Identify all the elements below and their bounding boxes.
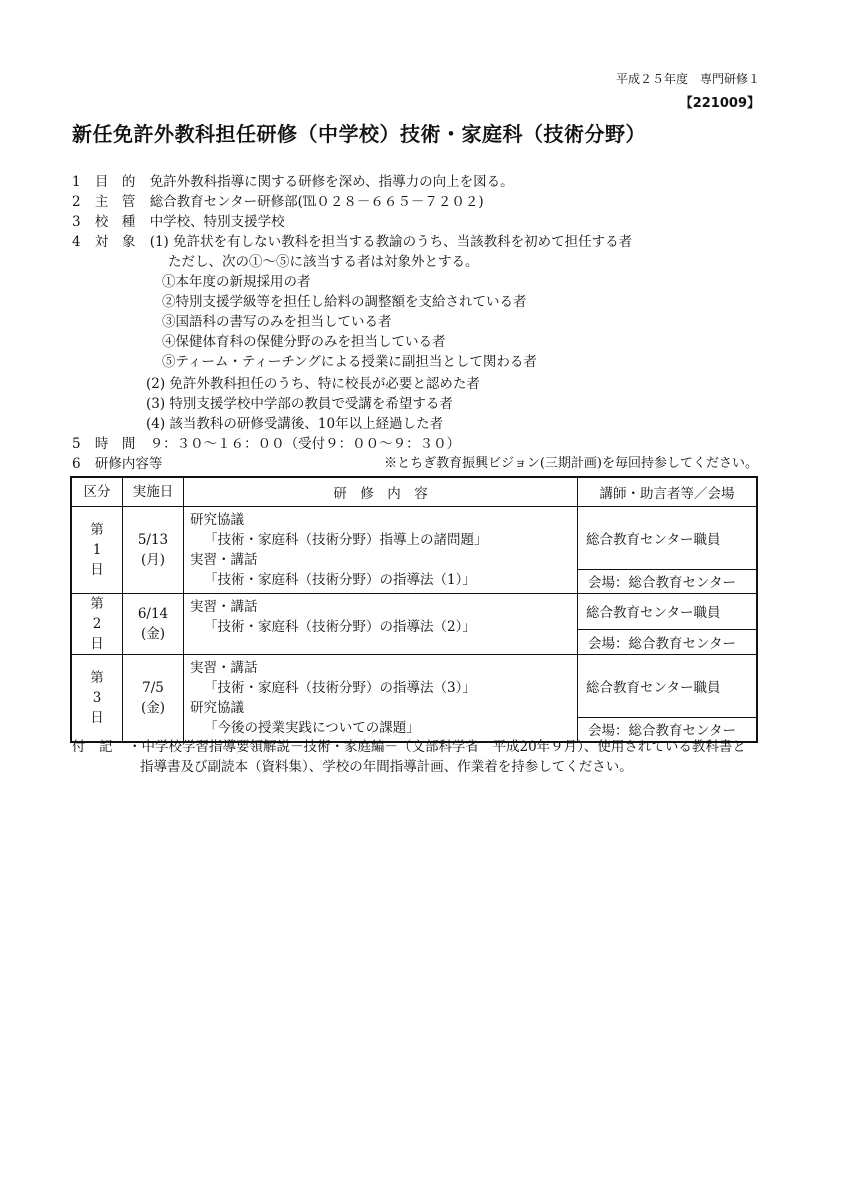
item-label: 主 管 <box>94 194 136 210</box>
target-exclusion-2: ②特別支援学級等を担任し給料の調整額を支給されている者 <box>162 294 527 310</box>
item-number: 3 <box>72 214 81 230</box>
item-number: 1 <box>72 174 81 190</box>
target-item-3: (3) 特別支援学校中学部の教員で受講を希望する者 <box>146 396 453 412</box>
item-school-type <box>72 212 285 232</box>
header-year-code: 平成２５年度 専門研修１ <box>615 72 760 86</box>
day-label: 第 <box>90 670 104 686</box>
date: 7/5 <box>142 680 164 696</box>
content-cell <box>184 655 578 743</box>
item-label: 時 間 <box>94 436 136 452</box>
venue-cell: 会場：総合教育センター <box>578 569 758 593</box>
target-item-4: (4) 該当教科の研修受講後、10年以上経過した者 <box>146 416 444 432</box>
content-line: 「技術・家庭科（技術分野）の指導法（2）」 <box>204 619 476 635</box>
day-suffix: 日 <box>90 636 104 652</box>
footnote-label: 付 記 <box>72 739 113 755</box>
table-header-row <box>71 477 757 507</box>
weekday: (金) <box>140 700 166 716</box>
target-item-2: (2) 免許外教科担任のうち、特に校長が必要と認めた者 <box>146 376 480 392</box>
content-line: 「技術・家庭科（技術分野）の指導法（1）」 <box>204 572 476 588</box>
day-number: 2 <box>92 616 102 632</box>
footnote-line-1: ・中学校学習指導要領解説－技術・家庭編－（文部科学省 平成20年９月）、使用されている教科書と <box>128 739 746 755</box>
instructor-cell: 総合教育センター職員 <box>578 594 758 630</box>
item-contents <box>72 454 162 474</box>
header-division: 区分 <box>71 477 123 507</box>
instructor-cell: 総合教育センター職員 <box>578 507 758 570</box>
venue-cell: 会場：総合教育センター <box>578 717 758 742</box>
table-row <box>71 655 757 718</box>
content-line: 研究協議 <box>190 512 244 528</box>
date: 5/13 <box>137 532 169 548</box>
day-cell <box>71 594 123 655</box>
item-number: 2 <box>72 194 81 210</box>
item-text: ９：３０～１６：００（受付９：００～９：３０） <box>149 436 461 452</box>
content-cell <box>184 594 578 655</box>
target-exclusion-1: ①本年度の新規採用の者 <box>162 274 311 290</box>
venue-cell: 会場：総合教育センター <box>578 629 758 654</box>
footnote-line-2: 指導書及び副読本（資料集）、学校の年間指導計画、作業着を持参してください。 <box>140 759 633 775</box>
item-text: 総合教育センター研修部(℡０２８－６６５－７２０２) <box>149 194 484 210</box>
item-label: 対 象 <box>94 234 136 250</box>
item-number: 6 <box>72 456 81 472</box>
schedule-table <box>70 476 758 743</box>
header-content: 研 修 内 容 <box>184 477 578 507</box>
day-number: 1 <box>92 542 102 558</box>
instructor-cell: 総合教育センター職員 <box>578 655 758 718</box>
day-label: 第 <box>90 596 104 612</box>
item-label: 目 的 <box>94 174 136 190</box>
item-label: 研修内容等 <box>94 456 163 472</box>
content-line: 研究協議 <box>190 700 244 716</box>
contents-note: ※とちぎ教育振興ビジョン(三期計画)を毎回持参してください。 <box>384 456 758 471</box>
content-line: 実習・講話 <box>190 552 258 568</box>
item-text: (1) 免許状を有しない教科を担当する教諭のうち、当該教科を初めて担任する者 <box>149 234 633 250</box>
target-exclusion-intro: ただし、次の①～⑤に該当する者は対象外とする。 <box>168 254 479 270</box>
item-text: 中学校、特別支援学校 <box>149 214 285 230</box>
target-exclusion-4: ④保健体育科の保健分野のみを担当している者 <box>162 334 446 350</box>
item-time <box>72 434 460 454</box>
content-line: 「今後の授業実践についての課題」 <box>204 720 420 736</box>
content-line: 「技術・家庭科（技術分野）の指導法（3）」 <box>204 680 476 696</box>
page-title: 新任免許外教科担任研修（中学校）技術・家庭科（技術分野） <box>72 122 646 146</box>
item-organizer <box>72 192 484 212</box>
day-cell <box>71 507 123 594</box>
header-date: 実施日 <box>123 477 184 507</box>
content-cell <box>184 507 578 594</box>
content-line: 「技術・家庭科（技術分野）指導上の諸問題」 <box>204 532 488 548</box>
day-number: 3 <box>92 690 102 706</box>
day-suffix: 日 <box>90 710 104 726</box>
header-instructor-venue: 講師・助言者等／会場 <box>578 477 758 507</box>
target-exclusion-3: ③国語科の書写のみを担当している者 <box>162 314 392 330</box>
target-exclusion-5: ⑤ティーム・ティーチングによる授業に副担当として関わる者 <box>162 354 537 370</box>
weekday: (金) <box>140 626 166 642</box>
item-target <box>72 232 632 252</box>
header-course-number: 【221009】 <box>679 96 760 111</box>
content-line: 実習・講話 <box>190 599 258 615</box>
date-cell <box>123 594 184 655</box>
day-label: 第 <box>90 522 104 538</box>
date-cell <box>123 507 184 594</box>
item-text: 免許外教科指導に関する研修を深め、指導力の向上を図る。 <box>149 174 514 190</box>
item-purpose <box>72 172 514 192</box>
table-row <box>71 507 757 570</box>
date: 6/14 <box>137 606 169 622</box>
weekday: (月) <box>140 552 166 568</box>
date-cell <box>123 655 184 743</box>
item-number: 4 <box>72 234 81 250</box>
item-number: 5 <box>72 436 81 452</box>
day-suffix: 日 <box>90 562 104 578</box>
item-label: 校 種 <box>94 214 136 230</box>
day-cell <box>71 655 123 743</box>
content-line: 実習・講話 <box>190 660 258 676</box>
table-row <box>71 594 757 630</box>
